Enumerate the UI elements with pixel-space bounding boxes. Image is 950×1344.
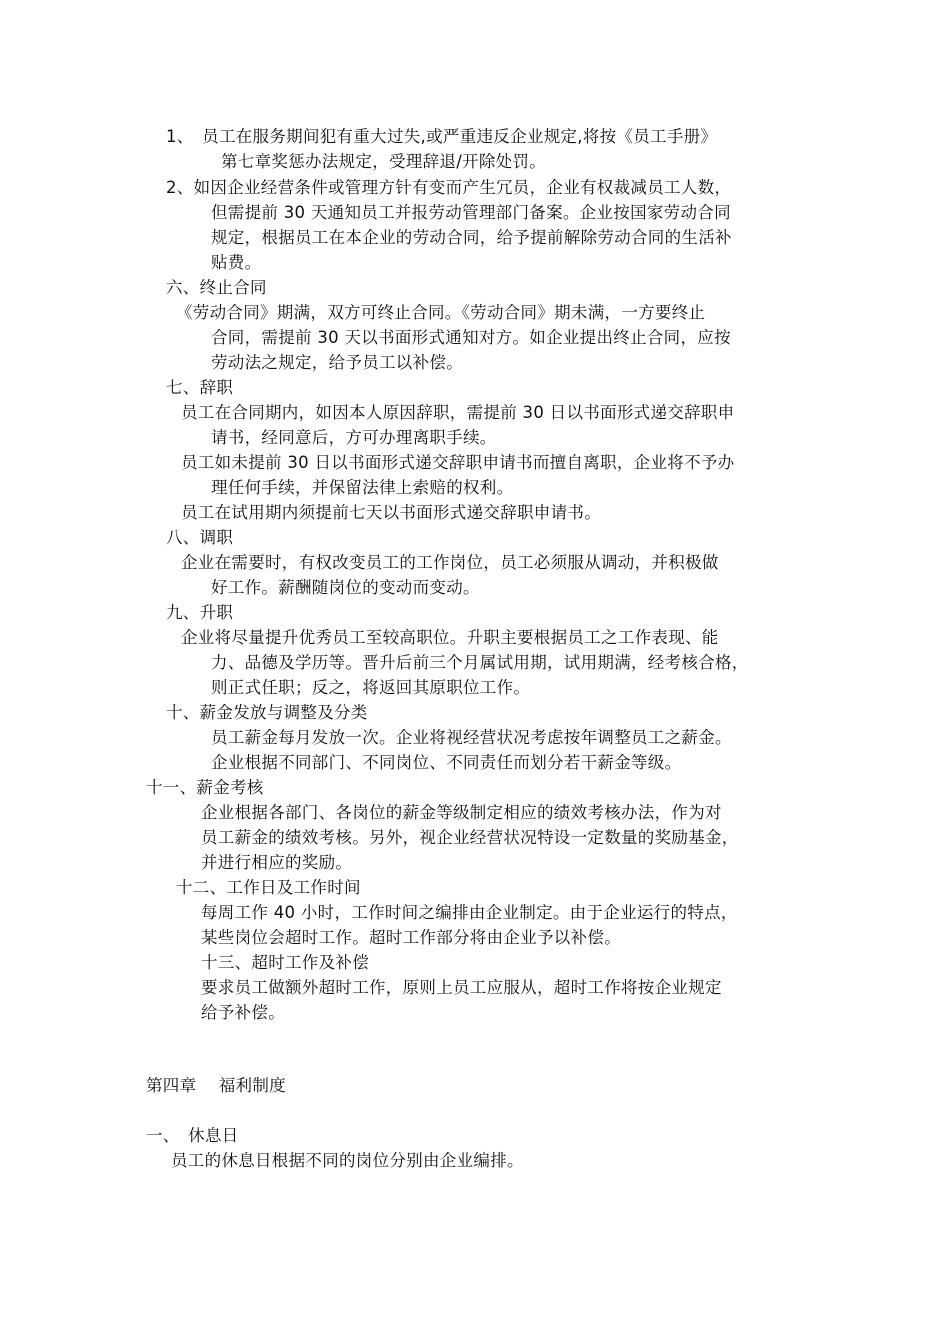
section-heading: 十一、薪金考核 [146, 778, 264, 797]
text-line: 1、 员工在服务期间犯有重大过失,或严重违反企业规定,将按《员工手册》 [166, 127, 718, 146]
section-heading: 八、调职 [166, 528, 234, 547]
text-line: 规定，根据员工在本企业的劳动合同，给予提前解除劳动合同的生活补 [211, 228, 732, 247]
text-line: 要求员工做额外超时工作，原则上员工应服从，超时工作将按企业规定 [201, 978, 722, 997]
text-line: 企业将尽量提升优秀员工至较高职位。升职主要根据员工之工作表现、能 [181, 628, 719, 647]
section-heading: 十三、超时工作及补偿 [201, 953, 369, 972]
chapter-heading: 第四章 福利制度 [146, 1076, 286, 1095]
text-line: 员工在试用期内须提前七天以书面形式递交辞职申请书。 [181, 503, 601, 522]
section-heading: 九、升职 [166, 603, 234, 622]
section-heading: 一、 休息日 [146, 1126, 239, 1145]
section-heading: 七、辞职 [166, 378, 234, 397]
text-line: 员工在合同期内，如因本人原因辞职，需提前 30 日以书面形式递交辞职申 [181, 403, 735, 422]
section-heading: 十、薪金发放与调整及分类 [166, 703, 368, 722]
text-line: 第七章奖惩办法规定，受理辞退/开除处罚。 [221, 152, 547, 171]
text-line: 企业根据不同部门、不同岗位、不同责任而划分若干薪金等级。 [211, 753, 682, 772]
text-line: 但需提前 30 天通知员工并报劳动管理部门备案。企业按国家劳动合同 [211, 203, 731, 222]
text-line: 企业根据各部门、各岗位的薪金等级制定相应的绩效考核办法，作为对 [201, 803, 722, 822]
text-line: 贴费。 [211, 253, 262, 272]
section-heading: 十二、工作日及工作时间 [176, 878, 361, 897]
text-line: 员工薪金的绩效考核。另外，视企业经营状况特设一定数量的奖励基金， [201, 828, 739, 847]
text-line: 并进行相应的奖励。 [201, 853, 353, 872]
text-line: 给予补偿。 [201, 1003, 285, 1022]
text-line: 力、品德及学历等。晋升后前三个月属试用期，试用期满，经考核合格， [211, 653, 749, 672]
text-line: 《劳动合同》期满，双方可终止合同。《劳动合同》期未满，一方要终止 [176, 303, 706, 322]
text-line: 理任何手续，并保留法律上索赔的权利。 [211, 478, 514, 497]
text-line: 企业在需要时，有权改变员工的工作岗位，员工必须服从调动，并积极做 [181, 553, 719, 572]
text-line: 某些岗位会超时工作。超时工作部分将由企业予以补偿。 [201, 928, 621, 947]
text-line: 员工如未提前 30 日以书面形式递交辞职申请书而擅自离职，企业将不予办 [181, 453, 735, 472]
text-line: 员工的休息日根据不同的岗位分别由企业编排。 [171, 1151, 524, 1170]
text-line: 2、如因企业经营条件或管理方针有变而产生冗员，企业有权裁减员工人数， [166, 178, 732, 197]
section-heading: 六、终止合同 [166, 278, 267, 297]
text-line: 则正式任职；反之，将返回其原职位工作。 [211, 678, 531, 697]
text-line: 请书，经同意后，方可办理离职手续。 [211, 428, 497, 447]
text-line: 劳动法之规定，给予员工以补偿。 [211, 353, 463, 372]
text-line: 每周工作 40 小时，工作时间之编排由企业制定。由于企业运行的特点， [201, 903, 738, 922]
text-line: 合同，需提前 30 天以书面形式通知对方。如企业提出终止合同，应按 [211, 328, 731, 347]
text-line: 员工薪金每月发放一次。企业将视经营状况考虑按年调整员工之薪金。 [211, 728, 732, 747]
text-line: 好工作。薪酬随岗位的变动而变动。 [211, 578, 480, 597]
